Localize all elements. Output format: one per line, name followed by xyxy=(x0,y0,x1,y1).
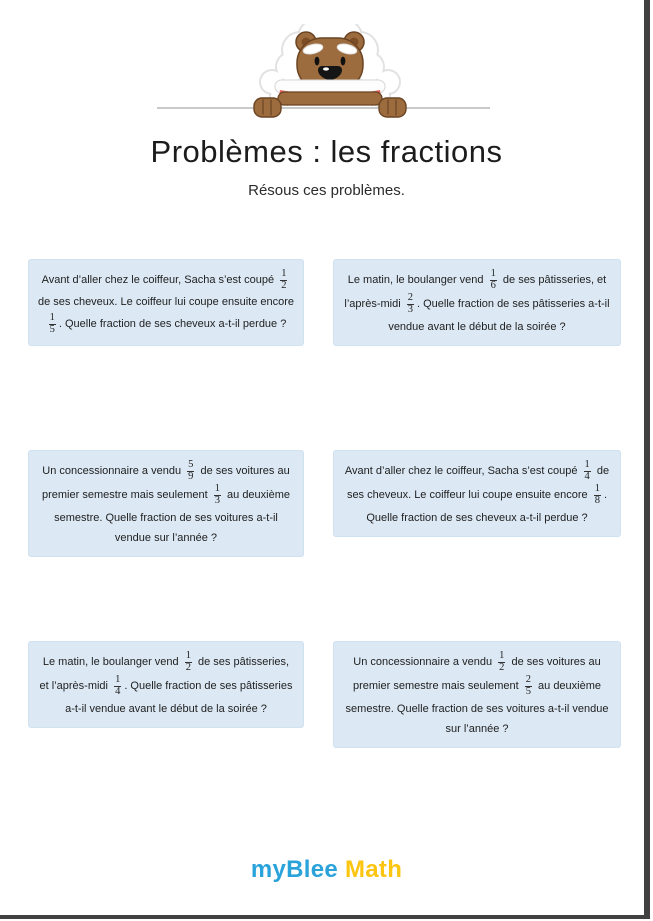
fraction-numerator: 2 xyxy=(525,674,531,686)
fraction-denominator: 4 xyxy=(584,470,590,482)
fraction xyxy=(114,675,121,697)
fraction xyxy=(584,460,591,482)
fraction xyxy=(525,675,532,697)
fraction xyxy=(490,269,497,291)
fraction xyxy=(594,484,601,506)
fraction-denominator: 4 xyxy=(115,686,121,698)
fraction-denominator: 6 xyxy=(490,279,496,291)
fraction-numerator: 1 xyxy=(214,483,220,495)
page-edge-shadow-bottom xyxy=(0,915,650,919)
fraction-denominator: 2 xyxy=(185,661,191,673)
problem-text: Un concessionnaire a vendu $\frac{5}{9}$ de ses voitures au premier semestre mais seulement $\frac{1}{3}$ au deuxième semestre. Quelle fraction de ses voitures a-t-il vendue sur l’année ? xyxy=(41,459,291,544)
lion-mascot-icon xyxy=(250,24,410,128)
problem-box xyxy=(28,641,304,728)
fraction-numerator: 1 xyxy=(584,459,590,470)
logo-math: Math xyxy=(338,856,403,883)
problem-box xyxy=(333,450,621,537)
problem-box xyxy=(28,259,304,346)
fraction-denominator: 8 xyxy=(594,495,600,507)
problems-grid xyxy=(28,259,621,832)
fraction-numerator: 1 xyxy=(490,268,496,279)
fraction-numerator: 2 xyxy=(407,292,413,304)
problem-box xyxy=(333,641,621,748)
fraction xyxy=(407,293,414,315)
problem-text: Avant d’aller chez le coiffeur, Sacha s’est coupé $\frac{1}{2}$ de ses cheveux. Le coiffeur lui coupe ensuite encore $\frac{1}{5}$ . Quelle fraction de ses cheveux a-t-il perdue ? xyxy=(37,268,295,336)
fraction xyxy=(498,651,505,673)
fraction-denominator: 2 xyxy=(281,279,287,291)
fraction-denominator: 3 xyxy=(214,495,220,507)
fraction-numerator: 1 xyxy=(281,268,287,279)
myblee-math-logo xyxy=(0,856,653,884)
fraction-numerator: 1 xyxy=(185,650,191,661)
problem-box xyxy=(28,450,304,557)
problem-text: Le matin, le boulanger vend $\frac{1}{2}$ de ses pâtisseries, et l’après-midi $\frac{1}{4}$ . Quelle fraction de ses pâtisseries a-t-il vendue avant le début de la soirée ? xyxy=(39,650,293,715)
fraction-numerator: 1 xyxy=(594,483,600,495)
fraction-numerator: 1 xyxy=(115,674,121,686)
fraction-denominator: 5 xyxy=(49,324,55,336)
fraction xyxy=(49,313,56,335)
fraction-denominator: 5 xyxy=(525,686,531,698)
problem-text: Un concessionnaire a vendu $\frac{1}{2}$ de ses voitures au premier semestre mais seulement $\frac{2}{5}$ au deuxième semestre. Quelle fraction de ses voitures a-t-il vendue sur l’année ? xyxy=(345,650,609,735)
page-subtitle: Résous ces problèmes. xyxy=(248,182,405,199)
fraction xyxy=(185,651,192,673)
fraction-numerator: 1 xyxy=(49,312,55,324)
problem-box xyxy=(333,259,621,346)
problem-text: Avant d’aller chez le coiffeur, Sacha s’est coupé $\frac{1}{4}$ de ses cheveux. Le coiffeur lui coupe ensuite encore $\frac{1}{8}$ . Quelle fraction de ses cheveux a-t-il perdue ? xyxy=(344,459,610,524)
fraction xyxy=(280,269,287,291)
fraction xyxy=(214,484,221,506)
fraction-numerator: 5 xyxy=(188,459,194,470)
fraction-numerator: 1 xyxy=(499,650,505,661)
logo-myblee: myBlee xyxy=(250,856,338,883)
fraction-denominator: 3 xyxy=(407,304,413,316)
problem-text: Le matin, le boulanger vend $\frac{1}{6}$ de ses pâtisseries, et l’après-midi $\frac{2}{3}$ . Quelle fraction de ses pâtisseries a-t-il vendue avant le début de la soirée ? xyxy=(344,268,610,333)
fraction xyxy=(187,460,194,482)
fraction-denominator: 9 xyxy=(188,470,194,482)
fraction-denominator: 2 xyxy=(499,661,505,673)
page-title: Problèmes : les fractions xyxy=(150,134,503,169)
